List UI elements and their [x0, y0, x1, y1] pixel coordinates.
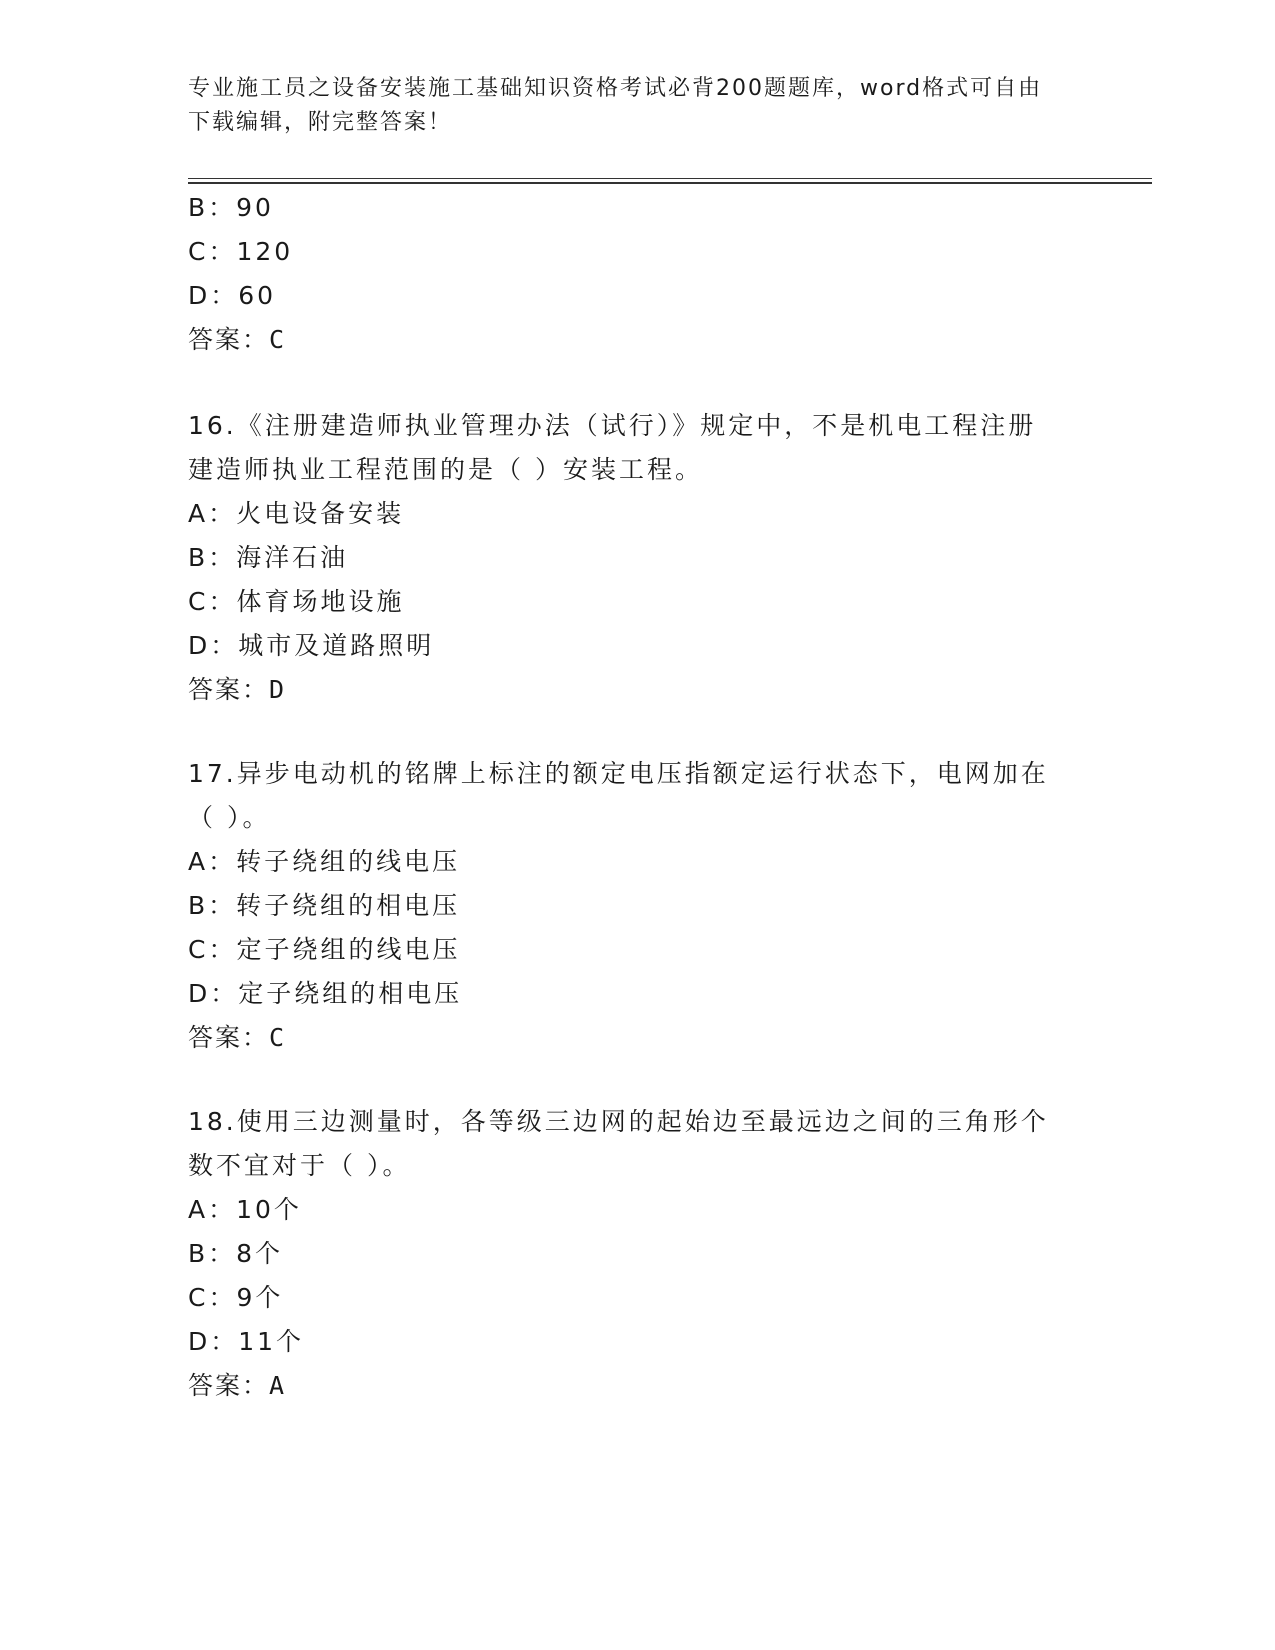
answer-value: C [269, 1023, 287, 1052]
prev-option-c: C：120 [188, 237, 294, 266]
answer-label: 答案： [188, 325, 270, 354]
answer-label: 答案： [188, 1023, 270, 1052]
q16-option-c: C：体育场地设施 [188, 587, 405, 616]
answer-value: C [269, 325, 287, 354]
prev-option-d: D：60 [188, 281, 277, 310]
q16-option-d: D：城市及道路照明 [188, 631, 435, 660]
prev-option-b: B：90 [188, 193, 274, 222]
header-divider-thick [188, 182, 1152, 184]
answer-value: D [269, 675, 287, 704]
q18-option-d: D：11个 [188, 1327, 305, 1356]
q17-option-b: B：转子绕组的相电压 [188, 891, 461, 920]
q16-answer [188, 674, 286, 706]
q17-option-a: A：转子绕组的线电压 [188, 847, 461, 876]
q16-stem-line-1: 16.《注册建造师执业管理办法（试行）》规定中，不是机电工程注册 [188, 411, 1037, 440]
header-line-1: 专业施工员之设备安装施工基础知识资格考试必背200题题库，word格式可自由 [188, 76, 1043, 101]
q18-option-a: A：10个 [188, 1195, 302, 1224]
q17-option-d: D：定子绕组的相电压 [188, 979, 463, 1008]
q18-stem-line-2: 数不宜对于（ ）。 [188, 1151, 411, 1180]
q17-option-c: C：定子绕组的线电压 [188, 935, 461, 964]
answer-label: 答案： [188, 1371, 270, 1400]
q18-stem-line-1: 18.使用三边测量时，各等级三边网的起始边至最远边之间的三角形个 [188, 1107, 1049, 1136]
q18-answer [188, 1370, 286, 1402]
prev-answer [188, 324, 286, 356]
q17-stem-line-1: 17.异步电动机的铭牌上标注的额定电压指额定运行状态下，电网加在 [188, 759, 1049, 788]
q17-stem-line-2: （ ）。 [188, 803, 271, 832]
header-line-2: 下载编辑，附完整答案！ [188, 110, 453, 135]
header-divider-thin [188, 178, 1152, 179]
answer-label: 答案： [188, 675, 270, 704]
document-header [188, 72, 1068, 140]
q17-answer [188, 1022, 286, 1054]
q16-option-a: A：火电设备安装 [188, 499, 405, 528]
q16-option-b: B：海洋石油 [188, 543, 349, 572]
answer-value: A [269, 1371, 287, 1400]
q18-option-b: B：8个 [188, 1239, 284, 1268]
q18-option-c: C：9个 [188, 1283, 284, 1312]
q16-stem-line-2: 建造师执业工程范围的是（ ）安装工程。 [188, 455, 703, 484]
